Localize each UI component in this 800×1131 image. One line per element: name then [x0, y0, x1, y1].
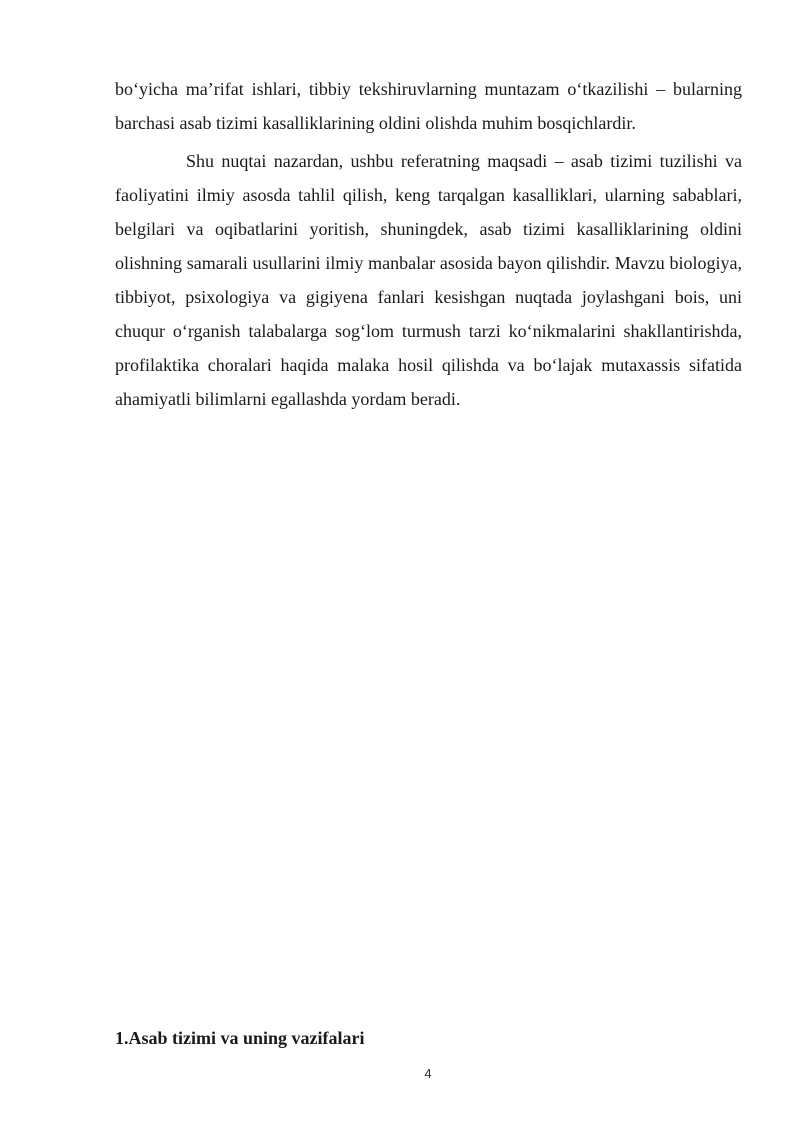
paragraph-continuation: bo‘yicha ma’rifat ishlari, tibbiy tekshiruvlarning muntazam o‘tkazilishi – bularning barchasi asab tizimi kasalliklarining oldini olishda muhim bosqichlardir. — [115, 79, 742, 133]
section-heading: 1.Asab tizimi va uning vazifalari — [115, 1028, 365, 1048]
page-number: 4 — [424, 1066, 432, 1081]
paragraph-purpose: Shu nuqtai nazardan, ushbu referatning maqsadi – asab tizimi tuzilishi va faoliyatini ilmiy asosda tahlil qilish, keng tarqalgan kasalliklari, ularning sabablari, belgilari va oqibatlarini yoritish, shuningdek, asab tizimi kasalliklarining oldini olishning samarali usullarini ilmiy manbalar asosida bayon qilishdir. Mavzu biologiya, tibbiyot, psixologiya va gigiyena fanlari kesishgan nuqtada joylashgani bois, uni chuqur o‘rganish talabalarga sog‘lom turmush tarzi ko‘nikmalarini shakllantirishda, profilaktika choralari haqida malaka hosil qilishda va bo‘lajak mutaxassis sifatida ahamiyatli bilimlarni egallashda yordam beradi. — [115, 151, 742, 409]
body-text — [115, 72, 742, 416]
